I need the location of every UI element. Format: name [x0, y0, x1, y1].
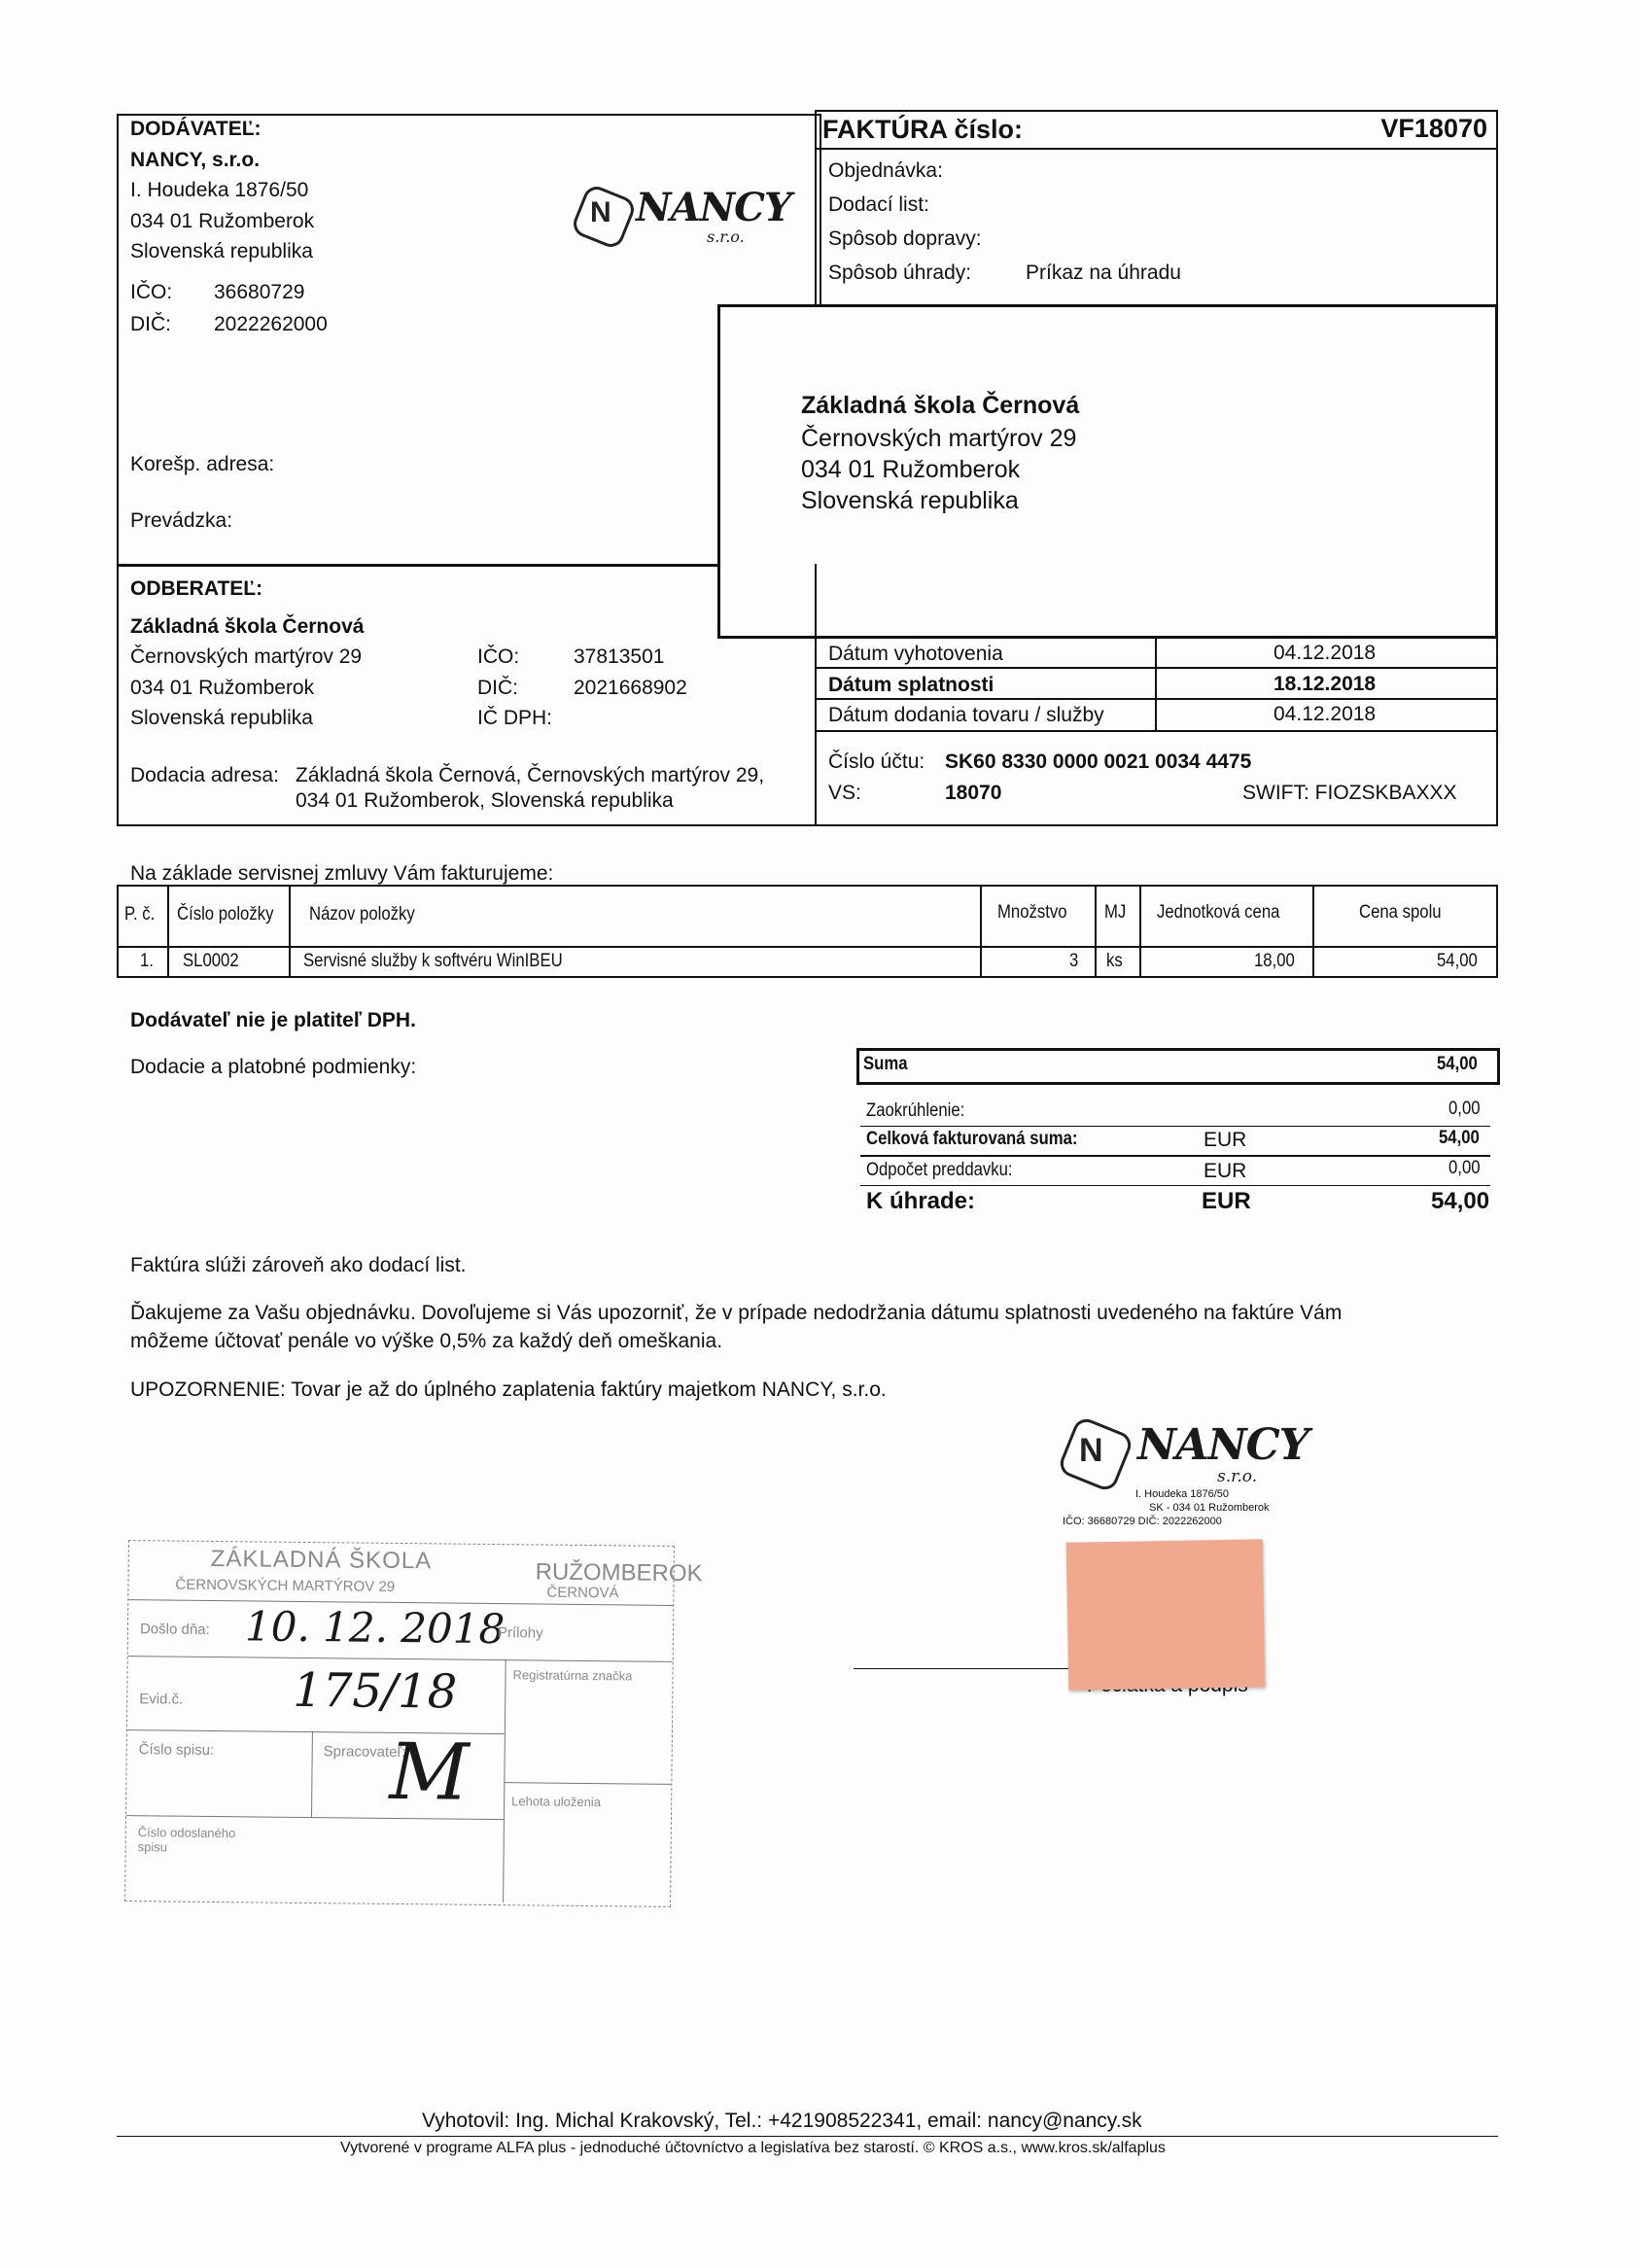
stamp-brand: NANCY	[1137, 1420, 1309, 1470]
doprava-label: Spôsob dopravy:	[828, 227, 982, 250]
objednavka-label: Objednávka:	[828, 159, 943, 182]
items-col-line	[289, 885, 291, 978]
col-header-jedn-cena: Jednotková cena	[1157, 902, 1280, 923]
dodaci-list-label: Dodací list:	[828, 193, 929, 216]
delivery-line1: Základná škola Černová, Černovských martýrov 29,	[296, 764, 765, 786]
swift: SWIFT: FIOZSKBAXXX	[1242, 782, 1457, 804]
logo-suffix: s.r.o.	[707, 227, 745, 246]
supplier-street: I. Houdeka 1876/50	[130, 179, 309, 201]
delivery-line2: 034 01 Ružomberok, Slovenská republika	[296, 789, 674, 812]
footer-line	[117, 2136, 1498, 2137]
received-stamp-rule2	[128, 1656, 673, 1662]
customer-ico: 37813501	[574, 646, 665, 668]
customer-name: Základná škola Černová	[130, 615, 365, 638]
dates-row3-line	[817, 730, 1497, 732]
row-cislo: SL0002	[183, 951, 239, 971]
total-value: 54,00	[1439, 1128, 1480, 1148]
suma-label: Suma	[863, 1054, 908, 1074]
received-stamp-rule4	[504, 1782, 671, 1785]
stamp-addr2: SK - 034 01 Ružomberok	[1149, 1502, 1270, 1514]
advance-label: Odpočet preddavku:	[866, 1160, 1013, 1180]
note-line2a: Ďakujeme za Vašu objednávku. Dovoľujeme si Vás upozorniť, že v prípade nedodržania dátumu splatnosti uvedeného na faktúre Vám	[130, 1302, 1343, 1324]
delivery-date-label: Dátum dodania tovaru / služby	[828, 704, 1104, 726]
received-registry-label: Registratúrna značka	[512, 1667, 633, 1684]
received-city: RUŽOMBEROK	[535, 1558, 703, 1588]
supplier-dic: 2022262000	[214, 313, 328, 335]
signature-stamp	[1060, 1414, 1312, 1541]
supplier-dic-label: DIČ:	[130, 313, 171, 335]
received-lehota-label: Lehota uloženia	[511, 1794, 602, 1810]
advance-value: 0,00	[1448, 1158, 1481, 1178]
window-country: Slovenská republika	[801, 487, 1019, 514]
items-col-line	[980, 885, 982, 978]
received-street: ČERNOVSKÝCH MARTÝROV 29	[175, 1576, 396, 1595]
row-nazov: Servisné služby k softvéru WinIBEU	[303, 951, 563, 971]
items-col-line	[1095, 885, 1097, 978]
customer-ico-label: IČO:	[477, 646, 520, 668]
received-date-label: Došlo dňa:	[139, 1621, 210, 1638]
supplier-country: Slovenská republika	[130, 240, 313, 262]
received-stamp	[124, 1540, 703, 1907]
received-spracovatel-value: M	[388, 1726, 470, 1818]
note-line2b: môžeme účtovať penále vo výške 0,5% za každý deň omeškania.	[130, 1330, 723, 1352]
window-city: 034 01 Ružomberok	[801, 456, 1021, 483]
window-name: Základná škola Černová	[801, 392, 1080, 419]
footer-issuer: Vyhotovil: Ing. Michal Krakovský, Tel.: +421908522341, email: nancy@nancy.sk	[422, 2110, 1142, 2132]
totals-line3	[860, 1185, 1490, 1186]
stamp-n-mark-icon: N	[1079, 1432, 1103, 1469]
signature-sticker	[1066, 1539, 1266, 1691]
row-mj: ks	[1106, 951, 1123, 971]
received-stamp-vline2	[311, 1731, 313, 1817]
customer-country: Slovenská republika	[130, 707, 313, 729]
pay-currency: EUR	[1202, 1188, 1251, 1214]
customer-heading: ODBERATEĽ:	[130, 577, 263, 600]
suma-box	[856, 1048, 1500, 1085]
stamp-addr1: I. Houdeka 1876/50	[1135, 1488, 1230, 1500]
col-header-pc: P. č.	[124, 904, 156, 925]
footer-software: Vytvorené v programe ALFA plus - jednoduché účtovníctvo a legislatíva bez starostí. © KROS a.s., www.kros.sk/alfaplus	[340, 2140, 1166, 2156]
received-city-sub: ČERNOVÁ	[546, 1584, 619, 1602]
col-header-nazov: Názov položky	[309, 904, 415, 925]
delivery-date: 04.12.2018	[1274, 703, 1377, 725]
items-col-line	[167, 885, 169, 978]
invoice-title-divider	[817, 148, 1497, 150]
received-school: ZÁKLADNÁ ŠKOLA	[210, 1545, 433, 1575]
totals-line1	[860, 1126, 1490, 1127]
advance-currency: EUR	[1204, 1160, 1247, 1182]
col-header-cena-spolu: Cena spolu	[1359, 902, 1442, 923]
row-pc: 1.	[140, 951, 154, 971]
received-cislo2-label: Číslo odoslaného spisu	[137, 1825, 236, 1855]
received-date-value: 10. 12. 2018	[244, 1602, 506, 1654]
row-mnozstvo: 3	[1069, 951, 1079, 971]
items-header-line	[117, 946, 1498, 948]
supplier-city: 034 01 Ružomberok	[130, 210, 315, 232]
vs-label: VS:	[828, 782, 861, 804]
rounding-value: 0,00	[1448, 1099, 1481, 1119]
prevadzka-label: Prevádzka:	[130, 509, 233, 532]
received-evid-label: Evid.č.	[139, 1691, 184, 1708]
total-label: Celková fakturovaná suma:	[866, 1129, 1078, 1149]
suma-value: 54,00	[1437, 1054, 1478, 1074]
items-col-line	[1139, 885, 1141, 978]
note-line1: Faktúra slúži zároveň ako dodací list.	[130, 1254, 467, 1276]
row-jedn-cena: 18,00	[1254, 951, 1295, 971]
stamp-ids: IČO: 36680729 DIČ: 2022262000	[1063, 1516, 1222, 1527]
customer-city: 034 01 Ružomberok	[130, 677, 315, 699]
pay-label: K úhrade:	[866, 1188, 976, 1214]
supplier-ico: 36680729	[214, 281, 305, 303]
logo-n-mark-icon: N	[590, 196, 611, 228]
due-date: 18.12.2018	[1274, 673, 1377, 695]
invoice-title: FAKTÚRA číslo:	[822, 115, 1024, 144]
supplier-ico-label: IČO:	[130, 281, 173, 303]
received-cislo-label: Číslo spisu:	[138, 1741, 215, 1760]
stamp-suffix: s.r.o.	[1217, 1467, 1258, 1486]
koresp-label: Korešp. adresa:	[130, 453, 275, 475]
delivery-label: Dodacia adresa:	[130, 764, 279, 786]
conditions-label: Dodacie a platobné podmienky:	[130, 1056, 417, 1078]
vs-value: 18070	[945, 782, 1002, 804]
uhrada-label: Spôsob úhrady:	[828, 262, 972, 284]
row-cena-spolu: 54,00	[1437, 951, 1478, 971]
pay-value: 54,00	[1431, 1188, 1490, 1214]
totals-line2	[860, 1155, 1490, 1157]
customer-dic: 2021668902	[574, 677, 687, 699]
invoice-number: VF18070	[1380, 114, 1487, 143]
issue-date: 04.12.2018	[1274, 642, 1377, 664]
customer-icdph-label: IČ DPH:	[477, 707, 553, 729]
account-label: Číslo účtu:	[828, 750, 925, 773]
received-spracovatel-label: Spracovateľ:	[323, 1743, 406, 1762]
total-currency: EUR	[1204, 1129, 1247, 1151]
nancy-logo	[576, 183, 791, 251]
items-col-line	[1312, 885, 1314, 978]
account-number: SK60 8330 0000 0021 0034 4475	[945, 750, 1252, 773]
customer-dic-label: DIČ:	[477, 677, 518, 699]
due-label: Dátum splatnosti	[828, 674, 994, 696]
vat-note: Dodávateľ nie je platiteľ DPH.	[130, 1009, 416, 1031]
issue-label: Dátum vyhotovenia	[828, 643, 1003, 665]
rounding-label: Zaokrúhlenie:	[866, 1100, 965, 1121]
received-count-label: Prílohy	[497, 1624, 543, 1642]
col-header-mj: MJ	[1104, 902, 1127, 923]
customer-street: Černovských martýrov 29	[130, 646, 363, 668]
note-line3: UPOZORNENIE: Tovar je až do úplného zaplatenia faktúry majetkom NANCY, s.r.o.	[130, 1378, 887, 1401]
col-header-cislo: Číslo položky	[177, 904, 274, 925]
items-intro: Na základe servisnej zmluvy Vám fakturujeme:	[130, 862, 554, 885]
supplier-name: NANCY, s.r.o.	[130, 149, 261, 171]
col-header-mnozstvo: Množstvo	[997, 902, 1067, 923]
supplier-heading: DODÁVATEĽ:	[130, 118, 262, 140]
window-street: Černovských martýrov 29	[801, 425, 1077, 452]
logo-brand: NANCY	[636, 185, 791, 230]
uhrada-value: Príkaz na úhradu	[1026, 262, 1181, 284]
dates-col-line	[1155, 637, 1157, 730]
received-evid-value: 175/18	[293, 1662, 458, 1720]
